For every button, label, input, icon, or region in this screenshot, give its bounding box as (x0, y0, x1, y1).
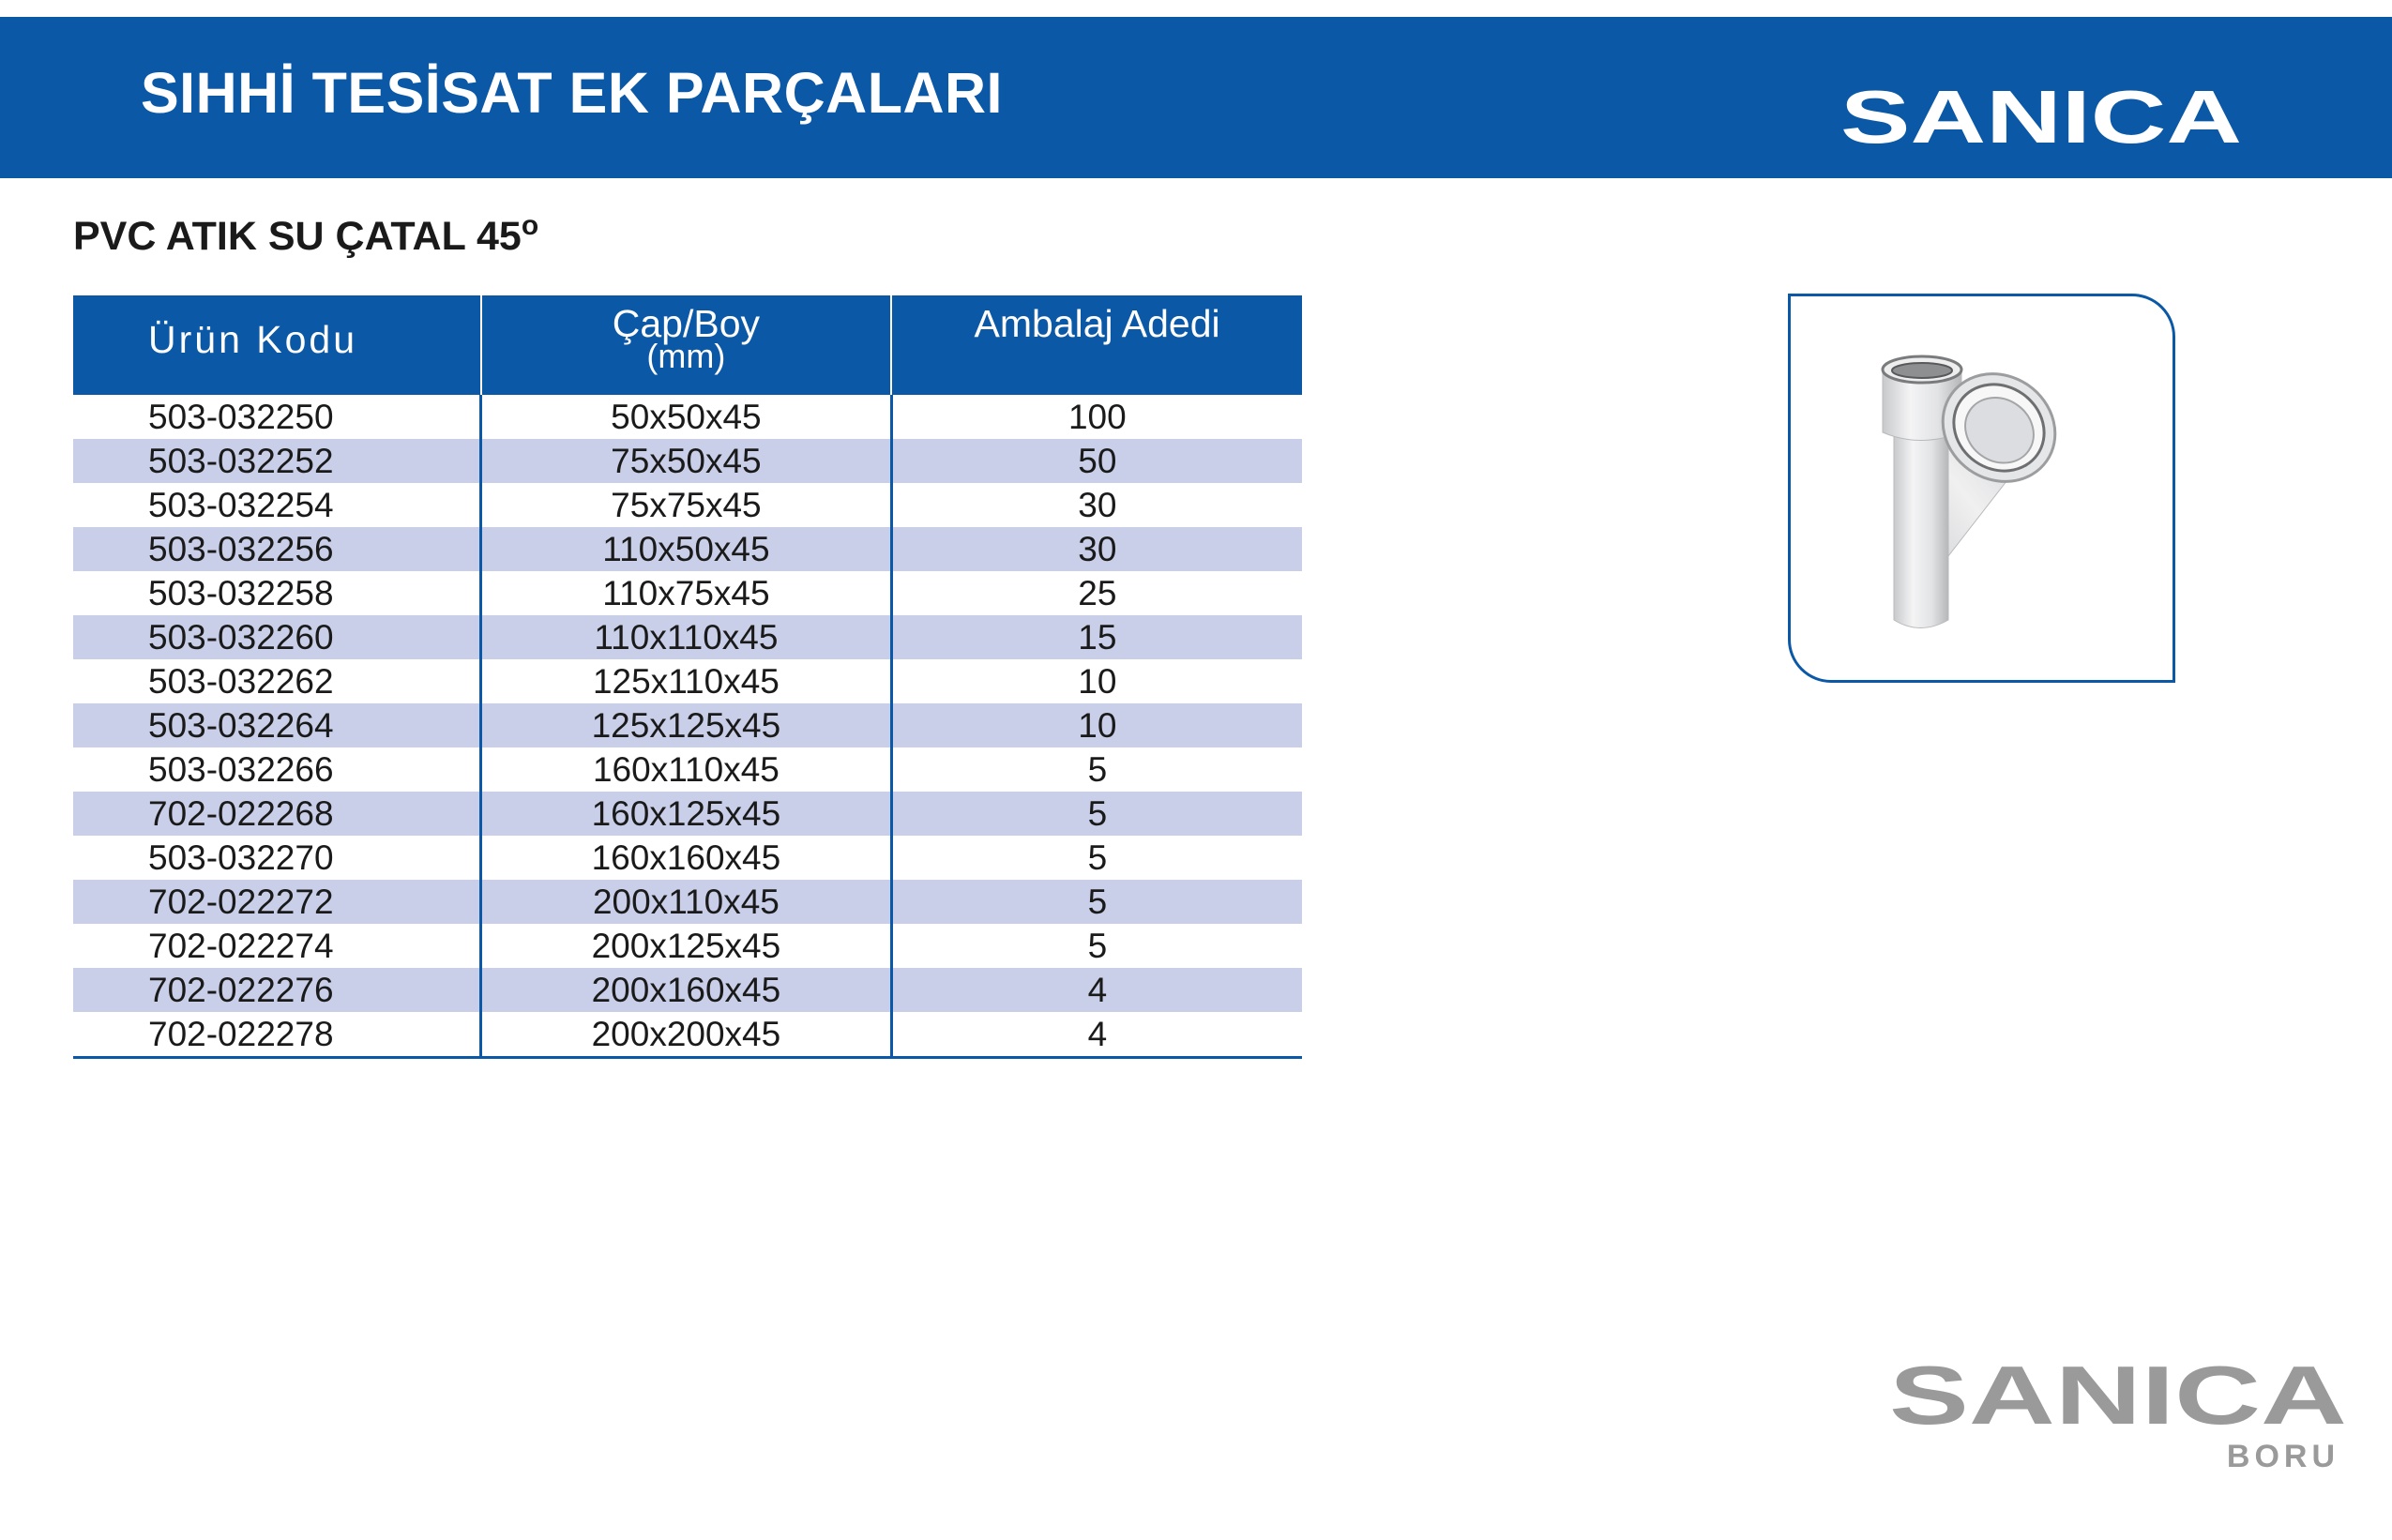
brand-logo (1839, 83, 2244, 150)
table-row (73, 483, 1302, 527)
table-row (73, 527, 1302, 571)
cell-code: 503-032262 (148, 662, 334, 701)
cell-code: 503-032254 (148, 486, 334, 524)
cell-dimension: 75x50x45 (481, 439, 892, 483)
cell-dimension: 110x50x45 (481, 527, 892, 571)
section-title (73, 210, 539, 260)
cell-dimension: 125x110x45 (481, 659, 892, 703)
table-row (73, 395, 1302, 439)
table-row (73, 880, 1302, 924)
dimension-header-label: Çap/Boy (612, 302, 761, 345)
section-title-text: PVC ATIK SU ÇATAL 45 (73, 214, 522, 259)
footer-logo (1885, 1351, 2351, 1482)
cell-code: 503-032264 (73, 703, 481, 747)
table-row (73, 792, 1302, 836)
cell-dimension: 160x160x45 (481, 836, 892, 880)
cell-code: 503-032270 (148, 838, 334, 877)
cell-package: 5 (891, 747, 1302, 792)
cell-package: 10 (891, 659, 1302, 703)
cell-dimension: 160x110x45 (481, 747, 892, 792)
brand-logo-text: SANICA (1840, 83, 2242, 150)
cell-dimension: 160x125x45 (481, 792, 892, 836)
cell-code: 503-032258 (148, 574, 334, 612)
table-row (73, 659, 1302, 703)
column-header-dimension (481, 295, 892, 395)
table-row (73, 703, 1302, 747)
cell-code: 702-022272 (73, 880, 481, 924)
cell-package: 5 (891, 924, 1302, 968)
cell-dimension: 50x50x45 (481, 395, 892, 439)
cell-code: 702-022278 (148, 1015, 334, 1053)
product-table (73, 295, 1302, 1059)
cell-package: 5 (891, 836, 1302, 880)
table-row (73, 571, 1302, 615)
table-row (73, 1012, 1302, 1058)
cell-dimension: 200x160x45 (481, 968, 892, 1012)
cell-dimension: 200x110x45 (481, 880, 892, 924)
cell-code: 702-022274 (148, 927, 334, 965)
cell-dimension: 200x125x45 (481, 924, 892, 968)
table-row (73, 615, 1302, 659)
cell-package: 25 (891, 571, 1302, 615)
cell-code: 702-022268 (73, 792, 481, 836)
cell-code: 503-032252 (73, 439, 481, 483)
cell-package: 15 (891, 615, 1302, 659)
cell-package: 30 (891, 483, 1302, 527)
cell-package: 5 (891, 792, 1302, 836)
cell-dimension: 200x200x45 (481, 1012, 892, 1058)
footer-logo-sub: BORU (2226, 1439, 2339, 1474)
cell-code: 702-022276 (73, 968, 481, 1012)
table-row (73, 747, 1302, 792)
column-header-package: Ambalaj Adedi (891, 295, 1302, 395)
cell-code: 503-032256 (73, 527, 481, 571)
page-title: SIHHİ TESİSAT EK PARÇALARI (141, 61, 1004, 125)
cell-code: 503-032250 (148, 398, 334, 436)
cell-package: 4 (891, 1012, 1302, 1058)
cell-package: 4 (891, 968, 1302, 1012)
cell-package: 100 (891, 395, 1302, 439)
dimension-header-unit: (mm) (646, 337, 726, 375)
cell-dimension: 110x75x45 (481, 571, 892, 615)
cell-package: 30 (891, 527, 1302, 571)
cell-package: 10 (891, 703, 1302, 747)
cell-package: 5 (891, 880, 1302, 924)
cell-dimension: 110x110x45 (481, 615, 892, 659)
table-row (73, 968, 1302, 1012)
degree-symbol: o (521, 210, 539, 241)
cell-dimension: 125x125x45 (481, 703, 892, 747)
column-header-code: Ürün Kodu (73, 295, 481, 395)
table-header-row (73, 295, 1302, 395)
footer-logo-text: SANICA (1889, 1351, 2347, 1442)
cell-code: 503-032260 (73, 615, 481, 659)
cell-dimension: 75x75x45 (481, 483, 892, 527)
table-row (73, 836, 1302, 880)
cell-package: 50 (891, 439, 1302, 483)
table-row (73, 439, 1302, 483)
pvc-45-degree-branch-pipe-icon (1791, 296, 2172, 680)
table-row (73, 924, 1302, 968)
cell-code: 503-032266 (148, 750, 334, 789)
product-image-frame (1788, 294, 2175, 683)
